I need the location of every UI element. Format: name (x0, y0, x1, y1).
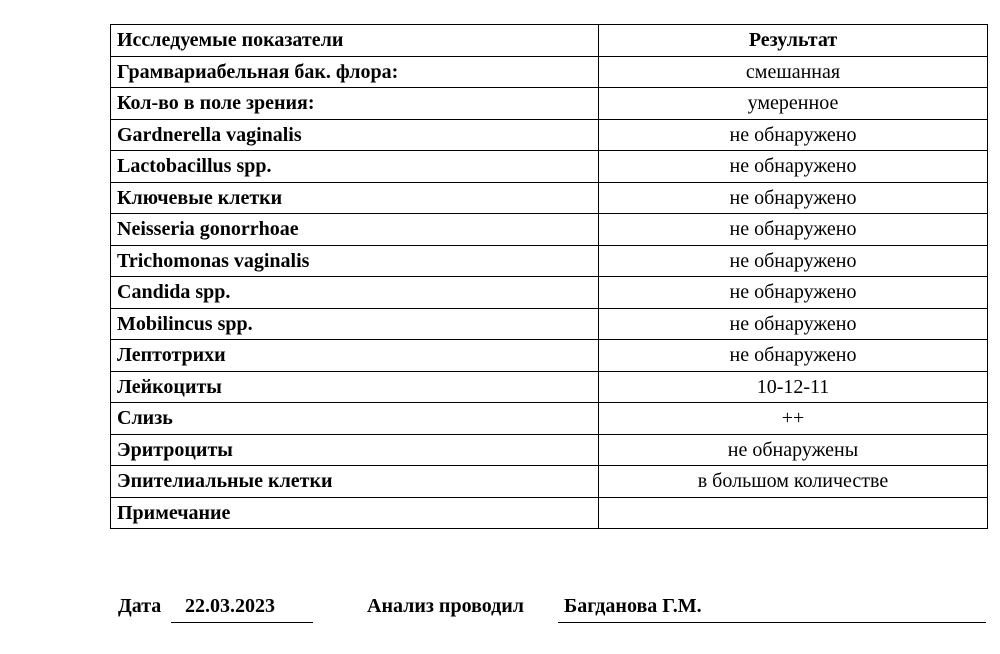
table-row (111, 434, 988, 466)
result-cell: умеренное (599, 88, 988, 120)
parameter-cell: Слизь (111, 403, 599, 435)
date-field (171, 591, 313, 623)
table-row (111, 151, 988, 183)
result-cell: не обнаружено (599, 151, 988, 183)
table-row (111, 340, 988, 372)
table-header-row (111, 25, 988, 57)
table-row (111, 56, 988, 88)
results-table-body (111, 56, 988, 529)
result-cell: не обнаружено (599, 277, 988, 309)
date-value: 22.03.2023 (185, 595, 275, 617)
table-row (111, 308, 988, 340)
result-cell: не обнаружено (599, 308, 988, 340)
result-cell: не обнаружено (599, 119, 988, 151)
table-row (111, 88, 988, 120)
parameter-cell: Кол-во в поле зрения: (111, 88, 599, 120)
result-cell: не обнаружено (599, 182, 988, 214)
signature-block (118, 591, 988, 625)
table-row (111, 466, 988, 498)
parameter-cell: Lactobacillus spp. (111, 151, 599, 183)
parameter-cell: Trichomonas vaginalis (111, 245, 599, 277)
parameter-cell: Mobilincus spp. (111, 308, 599, 340)
parameter-cell: Лейкоциты (111, 371, 599, 403)
parameter-cell: Neisseria gonorrhoae (111, 214, 599, 246)
table-row (111, 119, 988, 151)
table-row (111, 182, 988, 214)
result-cell: не обнаружено (599, 340, 988, 372)
result-cell: 10-12-11 (599, 371, 988, 403)
result-cell: не обнаружено (599, 245, 988, 277)
table-row (111, 371, 988, 403)
date-label: Дата (118, 595, 162, 617)
parameter-cell: Лептотрихи (111, 340, 599, 372)
result-cell: не обнаружены (599, 434, 988, 466)
table-row (111, 245, 988, 277)
parameter-cell: Грамвариабельная бак. флора: (111, 56, 599, 88)
table-row (111, 497, 988, 529)
parameter-cell: Gardnerella vaginalis (111, 119, 599, 151)
result-cell (599, 497, 988, 529)
parameter-cell: Candida spp. (111, 277, 599, 309)
table-row (111, 214, 988, 246)
results-table (110, 24, 988, 529)
parameter-cell: Примечание (111, 497, 599, 529)
table-row (111, 403, 988, 435)
result-cell: не обнаружено (599, 214, 988, 246)
result-column-header: Результат (599, 25, 988, 57)
parameter-cell: Эритроциты (111, 434, 599, 466)
result-cell: в большом количестве (599, 466, 988, 498)
analyst-label: Анализ проводил (367, 595, 525, 617)
analyst-field (558, 591, 986, 623)
parameter-column-header: Исследуемые показатели (111, 25, 599, 57)
result-cell: ++ (599, 403, 988, 435)
parameter-cell: Ключевые клетки (111, 182, 599, 214)
parameter-cell: Эпителиальные клетки (111, 466, 599, 498)
analyst-value: Багданова Г.М. (564, 595, 702, 617)
result-cell: смешанная (599, 56, 988, 88)
table-row (111, 277, 988, 309)
